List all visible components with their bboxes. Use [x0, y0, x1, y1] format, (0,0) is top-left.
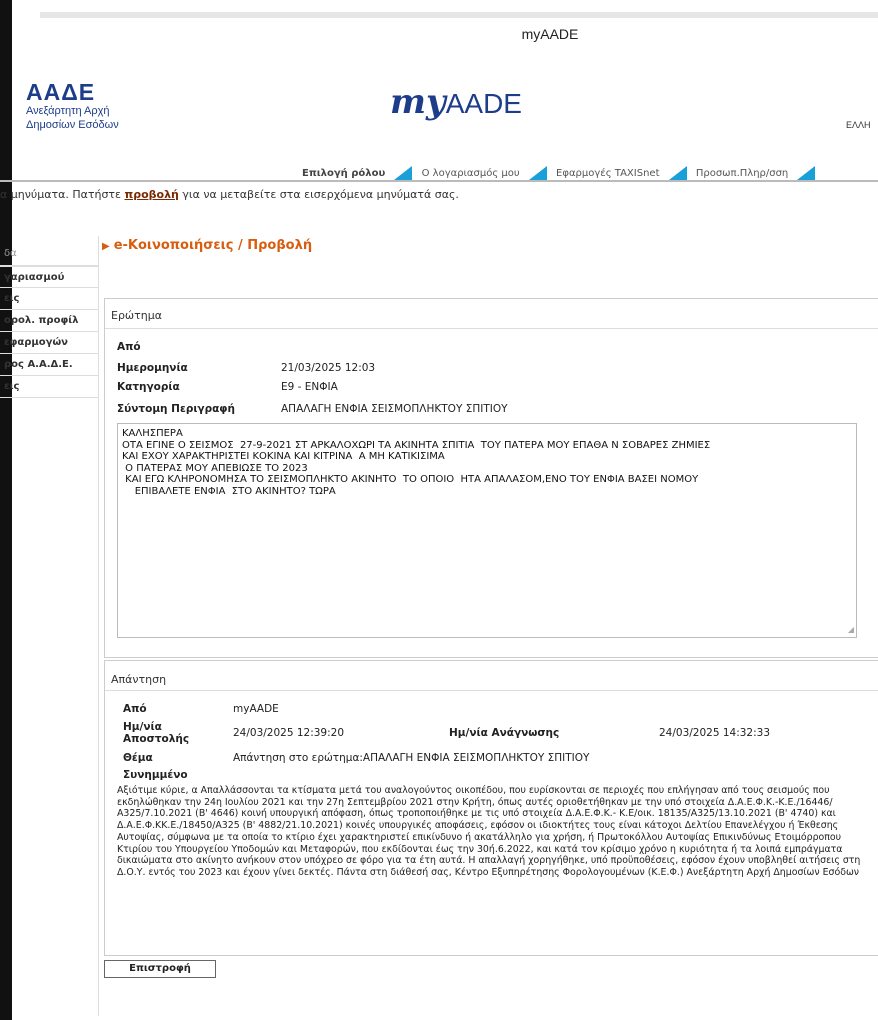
nav-role-select[interactable]: Επιλογή ρόλου	[302, 167, 386, 179]
sidebar-item-apps[interactable]: εφαρμογών	[0, 332, 98, 354]
question-category-label: Κατηγορία	[117, 381, 180, 393]
question-desc-label: Σύντομη Περιγραφή	[117, 403, 235, 415]
answer-read-label: Ημ/νία Ανάγνωσης	[449, 727, 560, 739]
sidebar	[0, 236, 98, 398]
myaade-logo[interactable]	[390, 82, 522, 122]
sidebar-item-home[interactable]: δα	[0, 236, 98, 266]
sidebar-item-declarations[interactable]: εις	[0, 288, 98, 310]
aade-logo-sub1: Ανεξάρτητη Αρχή	[26, 105, 110, 117]
messages-notice-pre: α μηνύματα. Πατήστε	[0, 188, 125, 201]
nav-my-account[interactable]: Ο λογαριασμός μου	[421, 167, 520, 179]
answer-body: Αξιότιμε κύριε, α Απαλλάσσονται τα κτίσματα μετά του αναλογούντος οικοπέδου, που ευρίσκονται σε περιοχές που επλήγησαν από τους σεισμούς που εκδηλώθηκαν την 24η Ιουλίου 2021 και την 27η Σεπτεμβρίου 2021 στην Κρήτη, όπως αυτές οριοθετήθηκαν με την υπό στοιχεία Δ.Α.Ε.Φ.Κ.-Κ.Ε./16446/ Α325/7.10.2021 (Β' 4646) κοινή υπουργική απόφαση, όπως τροποποιήθηκε με τις υπό στοιχεία Δ.Α.Ε.Φ.Κ.- Κ.Ε/οικ. 18135/Α325/13.10.2021 (Β' 4740) και Δ.Α.Ε.Φ.ΚΚ.Ε./18450/Α325 (Β' 4882/21.10.2021) κοινές υπουργικές αποφάσεις, εφόσον οι ιδιοκτήτες τους είναι κάτοχοι Δελτίου Επανελέγχου ή Έκθεσης Αυτοψίας, σύμφωνα με τα οποία το κτίριο έχει χαρακτηριστεί επικίνδυνο ή ακατάλληλο για χρήση, ή Πρωτοκόλλου Αυτοψίας Επικινδύνως Ετοιμόρροπου Κτιρίου του Υπουργείου Υποδομών και Μεταφορών, που εκδίδονται έως την 30ή.6.2022, και κατά τον κρίσιμο χρόνο η κυριότητα ή τα λοιπά εμπράγματα δικαιώματα στο ακίνητο ανήκουν στον υπόχρεο σε φόρο για τα έτη αυτά. Η απαλλαγή χορηγήθηκε, υπό προϋποθέσεις, εφόσον έχουν υποβληθεί αιτήσεις στη Δ.Ο.Υ. εντός του 2023 και έχουν γίνει δεκτές. Πάντα στη διάθεσή σας, Κέντρο Εξυπηρέτησης Φορολογουμένων (Κ.Ε.Φ.) Ανεξάρτητη Αρχή Δημοσίων Εσόδων	[117, 785, 861, 878]
question-desc: ΑΠΑΛΑΓΗ ΕΝΦΙΑ ΣΕΙΣΜΟΠΛΗΚΤΟΥ ΣΠΙΤΙΟΥ	[281, 403, 508, 415]
question-date: 21/03/2025 12:03	[281, 362, 376, 374]
header-divider	[0, 180, 878, 182]
question-body-textarea[interactable]	[117, 423, 857, 638]
answer-heading: Απάντηση	[105, 661, 878, 691]
nav-taxisnet-apps[interactable]: Εφαρμογές TAXISnet	[556, 167, 660, 179]
answer-subject: Απάντηση στο ερώτημα:ΑΠΑΛΑΓΗ ΕΝΦΙΑ ΣΕΙΣΜΟΠΛΗΚΤΟΥ ΣΠΙΤΙΟΥ	[233, 752, 590, 764]
answer-attachment-label: Συνημμένο	[123, 769, 188, 781]
cut-off-text	[0, 211, 300, 217]
sidebar-item-tax-profile[interactable]: ορολ. προφίλ	[0, 310, 98, 332]
answer-sent: 24/03/2025 12:39:20	[233, 727, 345, 739]
top-nav	[302, 166, 821, 180]
messages-notice	[0, 188, 459, 201]
back-button[interactable]: Επιστροφή	[104, 960, 216, 978]
answer-sent-label	[123, 721, 189, 745]
myaade-logo-aade: AADE	[445, 88, 522, 119]
myaade-logo-my: my	[390, 82, 446, 122]
top-scroll-bar	[40, 12, 878, 18]
answer-panel	[104, 660, 878, 956]
sidebar-item-aade[interactable]: ρος Α.Α.Δ.Ε.	[0, 354, 98, 376]
answer-from: myAADE	[233, 703, 279, 715]
aade-logo-name: ΑΑΔΕ	[26, 79, 96, 105]
sidebar-item-other[interactable]: εις	[0, 376, 98, 398]
nav-separator-icon	[394, 166, 412, 180]
aade-logo[interactable]	[26, 80, 119, 132]
nav-personal-info[interactable]: Προσωπ.Πληρ/σση	[695, 167, 789, 179]
answer-sent-label-line2: Αποστολής	[123, 733, 190, 745]
question-panel	[104, 298, 878, 658]
nav-separator-icon	[669, 166, 687, 180]
nav-separator-icon	[797, 166, 815, 180]
page-title-text: e-Κοινοποιήσεις / Προβολή	[113, 238, 313, 253]
question-category: Ε9 - ΕΝΦΙΑ	[281, 381, 338, 393]
page-title	[102, 238, 312, 253]
window-title: myAADE	[521, 26, 579, 42]
answer-sent-label-line1: Ημ/νία	[123, 721, 162, 733]
messages-view-link[interactable]: προβολή	[124, 188, 179, 201]
answer-subject-label: Θέμα	[123, 752, 153, 764]
aade-logo-sub2: Δημοσίων Εσόδων	[26, 119, 119, 131]
answer-from-label: Από	[123, 703, 147, 715]
sidebar-item-account[interactable]: γαριασμού	[0, 266, 98, 288]
question-heading: Ερώτημα	[105, 299, 878, 329]
resize-handle-icon[interactable]: ◢	[847, 624, 854, 634]
language-link[interactable]: ΕΛΛΗ	[846, 120, 871, 130]
nav-separator-icon	[529, 166, 547, 180]
sidebar-divider	[98, 236, 99, 1016]
question-body-text: ΚΑΛΗΣΠΕΡΑ ΟΤΑ ΕΓΙΝΕ Ο ΣΕΙΣΜΟΣ 27-9-2021 ΣΤ ΑΡΚΑΛΟΧΩΡΙ ΤΑ ΑΚΙΝΗΤΑ ΣΠΙΤΙΑ ΤΟΥ ΠΑΤΕΡΑ ΜΟΥ ΕΠΑΘΑ Ν ΣΟΒΑΡΕΣ ΖΗΜΙΕΣ ΚΑΙ ΕΧΟΥ ΧΑΡΑΚΤΗΡΙΣΤΕΙ ΚΟΚΙΝΑ ΚΑΙ ΚΙΤΡΙΝΑ Α ΜΗ ΚΑΤΙΚΙΣΙΜΑ Ο ΠΑΤΕΡΑΣ ΜΟΥ ΑΠΕΒΙΩΣΕ ΤΟ 2023 ΚΑΙ ΕΓΩ ΚΛΗΡΟΝΟΜΗΣΑ ΤΟ ΣΕΙΣΜΟΠΛΗΚΤΟ ΑΚΙΝΗΤΟ ΤΟ ΟΠΟΙΟ ΗΤΑ ΑΠΑΛΑΣΟΜ,ΕΝΟ ΤΟΥ ΕΝΦΙΑ ΒΑΣΕΙ ΝΟΜΟΥ ΕΠΙΒΑΛΕΤΕ ΕΝΦΙΑ ΣΤΟ ΑΚΙΝΗΤΟ? ΤΩΡΑ	[122, 428, 711, 497]
arrow-right-icon: ▶	[102, 241, 110, 252]
question-from-label: Από	[117, 341, 141, 353]
answer-read: 24/03/2025 14:32:33	[659, 727, 771, 739]
question-date-label: Ημερομηνία	[117, 362, 188, 374]
left-edge-bar	[0, 0, 12, 1020]
messages-notice-post: για να μεταβείτε στα εισερχόμενα μηνύματά σας.	[178, 188, 459, 201]
